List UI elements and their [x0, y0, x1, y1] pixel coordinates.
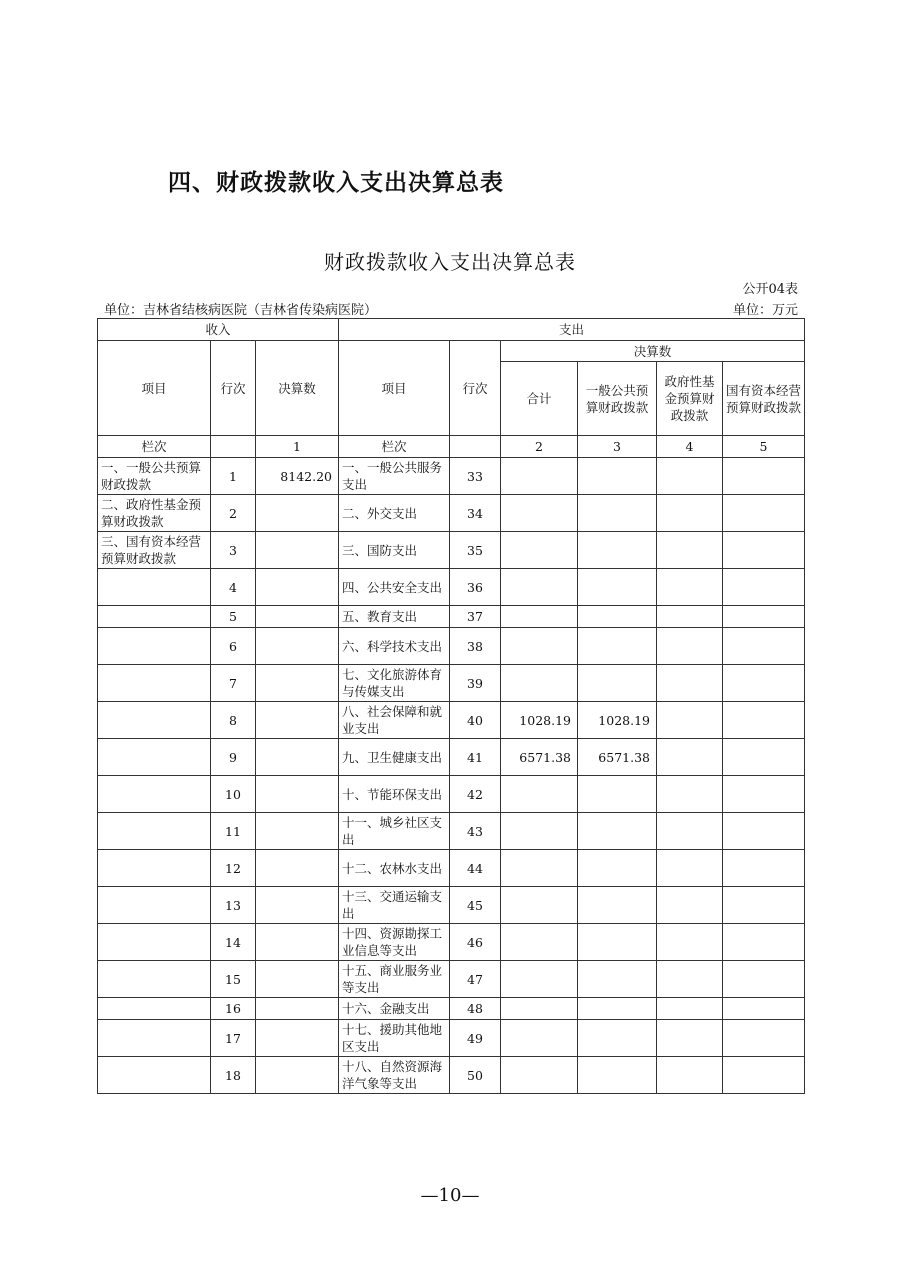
- expense-item: 五、教育支出: [339, 606, 450, 628]
- income-value: [256, 495, 339, 532]
- expense-state-capital: [723, 1020, 805, 1057]
- col-1: 1: [256, 436, 339, 458]
- income-line: 18: [211, 1057, 256, 1094]
- expense-general: [578, 532, 657, 569]
- income-value: [256, 569, 339, 606]
- expense-gov-fund: [657, 739, 723, 776]
- table-row: [98, 1057, 805, 1094]
- income-value: [256, 1020, 339, 1057]
- col-empty: [450, 436, 501, 458]
- expense-total: 1028.19: [501, 702, 578, 739]
- income-value: [256, 998, 339, 1020]
- expense-state-capital: [723, 702, 805, 739]
- expense-state-capital: [723, 532, 805, 569]
- expense-total: [501, 961, 578, 998]
- income-line: 11: [211, 813, 256, 850]
- finance-table: [97, 318, 805, 1094]
- expense-state-capital: [723, 569, 805, 606]
- income-item: [98, 606, 211, 628]
- table-row: [98, 569, 805, 606]
- expense-line: 46: [450, 924, 501, 961]
- expense-total: [501, 850, 578, 887]
- col-4: 4: [657, 436, 723, 458]
- income-value: [256, 532, 339, 569]
- expense-item: 七、文化旅游体育与传媒支出: [339, 665, 450, 702]
- expense-general: [578, 776, 657, 813]
- expense-item: 十六、金融支出: [339, 998, 450, 1020]
- expense-gov-fund: [657, 628, 723, 665]
- income-line: 2: [211, 495, 256, 532]
- expense-gov-fund: [657, 1057, 723, 1094]
- income-value: [256, 887, 339, 924]
- expense-line: 38: [450, 628, 501, 665]
- expense-gov-fund: [657, 495, 723, 532]
- expense-general: [578, 887, 657, 924]
- income-value: [256, 739, 339, 776]
- expense-line: 40: [450, 702, 501, 739]
- expense-item: 十、节能环保支出: [339, 776, 450, 813]
- income-value: [256, 1057, 339, 1094]
- expense-general: [578, 495, 657, 532]
- income-item: [98, 628, 211, 665]
- expense-item: 十三、交通运输支出: [339, 887, 450, 924]
- expense-line: 33: [450, 458, 501, 495]
- expense-gov-fund: [657, 606, 723, 628]
- header-final: 决算数: [501, 341, 805, 362]
- expense-total: [501, 458, 578, 495]
- expense-state-capital: [723, 628, 805, 665]
- expense-gov-fund: [657, 702, 723, 739]
- header-gov-fund: 政府性基金预算财政拨款: [657, 362, 723, 436]
- expense-gov-fund: [657, 924, 723, 961]
- income-value: [256, 702, 339, 739]
- expense-general: [578, 665, 657, 702]
- expense-item: 二、外交支出: [339, 495, 450, 532]
- income-value: [256, 776, 339, 813]
- expense-item: 十四、资源勘探工业信息等支出: [339, 924, 450, 961]
- table-row: [98, 665, 805, 702]
- expense-general: 1028.19: [578, 702, 657, 739]
- expense-gov-fund: [657, 813, 723, 850]
- table-row: [98, 702, 805, 739]
- expense-state-capital: [723, 887, 805, 924]
- income-item: 二、政府性基金预算财政拨款: [98, 495, 211, 532]
- income-line: 10: [211, 776, 256, 813]
- header-income-final: 决算数: [256, 341, 339, 436]
- expense-state-capital: [723, 739, 805, 776]
- income-line: 17: [211, 1020, 256, 1057]
- table-row: [98, 924, 805, 961]
- expense-item: 四、公共安全支出: [339, 569, 450, 606]
- expense-line: 42: [450, 776, 501, 813]
- income-item: [98, 1020, 211, 1057]
- income-line: 8: [211, 702, 256, 739]
- expense-total: [501, 1020, 578, 1057]
- table-title: 财政拨款收入支出决算总表: [324, 250, 576, 274]
- header-expense-item: 项目: [339, 341, 450, 436]
- expense-line: 43: [450, 813, 501, 850]
- income-item: [98, 998, 211, 1020]
- unit-line: [104, 299, 798, 318]
- expense-item: 十八、自然资源海洋气象等支出: [339, 1057, 450, 1094]
- header-expense-line: 行次: [450, 341, 501, 436]
- header-row-2: [98, 341, 805, 362]
- income-line: 9: [211, 739, 256, 776]
- income-item: [98, 850, 211, 887]
- expense-item: 八、社会保障和就业支出: [339, 702, 450, 739]
- expense-state-capital: [723, 776, 805, 813]
- expense-state-capital: [723, 850, 805, 887]
- expense-line: 35: [450, 532, 501, 569]
- income-item: [98, 961, 211, 998]
- expense-line: 50: [450, 1057, 501, 1094]
- income-line: 16: [211, 998, 256, 1020]
- form-code: 公开04表: [742, 282, 798, 297]
- income-item: [98, 776, 211, 813]
- expense-state-capital: [723, 606, 805, 628]
- expense-total: [501, 532, 578, 569]
- income-item: 一、一般公共预算财政拨款: [98, 458, 211, 495]
- expense-state-capital: [723, 961, 805, 998]
- income-line: 7: [211, 665, 256, 702]
- expense-state-capital: [723, 998, 805, 1020]
- expense-state-capital: [723, 1057, 805, 1094]
- table-row: [98, 458, 805, 495]
- col-2: 2: [501, 436, 578, 458]
- column-index-row: [98, 436, 805, 458]
- header-income: 收入: [98, 319, 339, 341]
- income-item: [98, 569, 211, 606]
- income-value: [256, 924, 339, 961]
- table-row: [98, 1020, 805, 1057]
- income-value: [256, 961, 339, 998]
- expense-state-capital: [723, 813, 805, 850]
- expense-gov-fund: [657, 850, 723, 887]
- table-row: [98, 776, 805, 813]
- income-item: [98, 1057, 211, 1094]
- income-line: 12: [211, 850, 256, 887]
- expense-gov-fund: [657, 532, 723, 569]
- income-value: [256, 628, 339, 665]
- income-line: 15: [211, 961, 256, 998]
- expense-state-capital: [723, 458, 805, 495]
- exp-col-label: 栏次: [339, 436, 450, 458]
- expense-total: [501, 569, 578, 606]
- table-row: [98, 887, 805, 924]
- income-item: [98, 887, 211, 924]
- table-row: [98, 532, 805, 569]
- income-value: [256, 665, 339, 702]
- expense-state-capital: [723, 495, 805, 532]
- income-line: 1: [211, 458, 256, 495]
- expense-item: 一、一般公共服务支出: [339, 458, 450, 495]
- expense-gov-fund: [657, 887, 723, 924]
- expense-item: 九、卫生健康支出: [339, 739, 450, 776]
- expense-state-capital: [723, 665, 805, 702]
- income-item: [98, 813, 211, 850]
- expense-gov-fund: [657, 665, 723, 702]
- income-item: 三、国有资本经营预算财政拨款: [98, 532, 211, 569]
- income-line: 6: [211, 628, 256, 665]
- unit-organization: 单位：吉林省结核病医院（吉林省传染病医院）: [104, 303, 378, 318]
- expense-gov-fund: [657, 458, 723, 495]
- expense-general: [578, 1057, 657, 1094]
- expense-item: 十七、援助其他地区支出: [339, 1020, 450, 1057]
- unit-money: 单位：万元: [732, 303, 798, 318]
- expense-line: 48: [450, 998, 501, 1020]
- header-state-capital: 国有资本经营预算财政拨款: [723, 362, 805, 436]
- income-line: 4: [211, 569, 256, 606]
- income-item: [98, 924, 211, 961]
- table-row: [98, 739, 805, 776]
- income-line: 13: [211, 887, 256, 924]
- expense-line: 49: [450, 1020, 501, 1057]
- expense-item: 十二、农林水支出: [339, 850, 450, 887]
- col-3: 3: [578, 436, 657, 458]
- table-row: [98, 961, 805, 998]
- expense-line: 44: [450, 850, 501, 887]
- expense-total: [501, 606, 578, 628]
- income-value: [256, 813, 339, 850]
- expense-item: 三、国防支出: [339, 532, 450, 569]
- table-row: [98, 606, 805, 628]
- expense-line: 36: [450, 569, 501, 606]
- header-row-1: [98, 319, 805, 341]
- expense-item: 十一、城乡社区支出: [339, 813, 450, 850]
- col-empty: [211, 436, 256, 458]
- income-value: [256, 850, 339, 887]
- expense-total: [501, 1057, 578, 1094]
- expense-total: [501, 924, 578, 961]
- income-value: [256, 606, 339, 628]
- col-5: 5: [723, 436, 805, 458]
- income-item: [98, 702, 211, 739]
- table-row: [98, 495, 805, 532]
- header-general: 一般公共预算财政拨款: [578, 362, 657, 436]
- expense-general: [578, 1020, 657, 1057]
- page-number: —10—: [420, 1185, 480, 1206]
- expense-general: [578, 924, 657, 961]
- expense-general: [578, 961, 657, 998]
- expense-general: 6571.38: [578, 739, 657, 776]
- expense-line: 37: [450, 606, 501, 628]
- expense-gov-fund: [657, 776, 723, 813]
- expense-total: [501, 665, 578, 702]
- expense-general: [578, 998, 657, 1020]
- expense-gov-fund: [657, 961, 723, 998]
- expense-general: [578, 813, 657, 850]
- expense-line: 34: [450, 495, 501, 532]
- income-value: 8142.20: [256, 458, 339, 495]
- income-line: 14: [211, 924, 256, 961]
- expense-general: [578, 569, 657, 606]
- expense-total: [501, 813, 578, 850]
- section-heading: 四、财政拨款收入支出决算总表: [168, 170, 504, 196]
- expense-gov-fund: [657, 569, 723, 606]
- expense-general: [578, 606, 657, 628]
- expense-gov-fund: [657, 998, 723, 1020]
- expense-line: 41: [450, 739, 501, 776]
- expense-state-capital: [723, 924, 805, 961]
- expense-total: [501, 998, 578, 1020]
- expense-general: [578, 850, 657, 887]
- expense-total: [501, 887, 578, 924]
- table-row: [98, 628, 805, 665]
- expense-line: 47: [450, 961, 501, 998]
- expense-total: 6571.38: [501, 739, 578, 776]
- expense-line: 45: [450, 887, 501, 924]
- header-income-item: 项目: [98, 341, 211, 436]
- expense-line: 39: [450, 665, 501, 702]
- expense-total: [501, 776, 578, 813]
- income-line: 3: [211, 532, 256, 569]
- expense-gov-fund: [657, 1020, 723, 1057]
- expense-general: [578, 628, 657, 665]
- table-row: [98, 998, 805, 1020]
- expense-general: [578, 458, 657, 495]
- income-item: [98, 665, 211, 702]
- header-total: 合计: [501, 362, 578, 436]
- header-income-line: 行次: [211, 341, 256, 436]
- expense-total: [501, 628, 578, 665]
- expense-total: [501, 495, 578, 532]
- income-line: 5: [211, 606, 256, 628]
- header-expense: 支出: [339, 319, 805, 341]
- income-item: [98, 739, 211, 776]
- col-label: 栏次: [98, 436, 211, 458]
- table-row: [98, 850, 805, 887]
- expense-item: 六、科学技术支出: [339, 628, 450, 665]
- table-row: [98, 813, 805, 850]
- expense-item: 十五、商业服务业等支出: [339, 961, 450, 998]
